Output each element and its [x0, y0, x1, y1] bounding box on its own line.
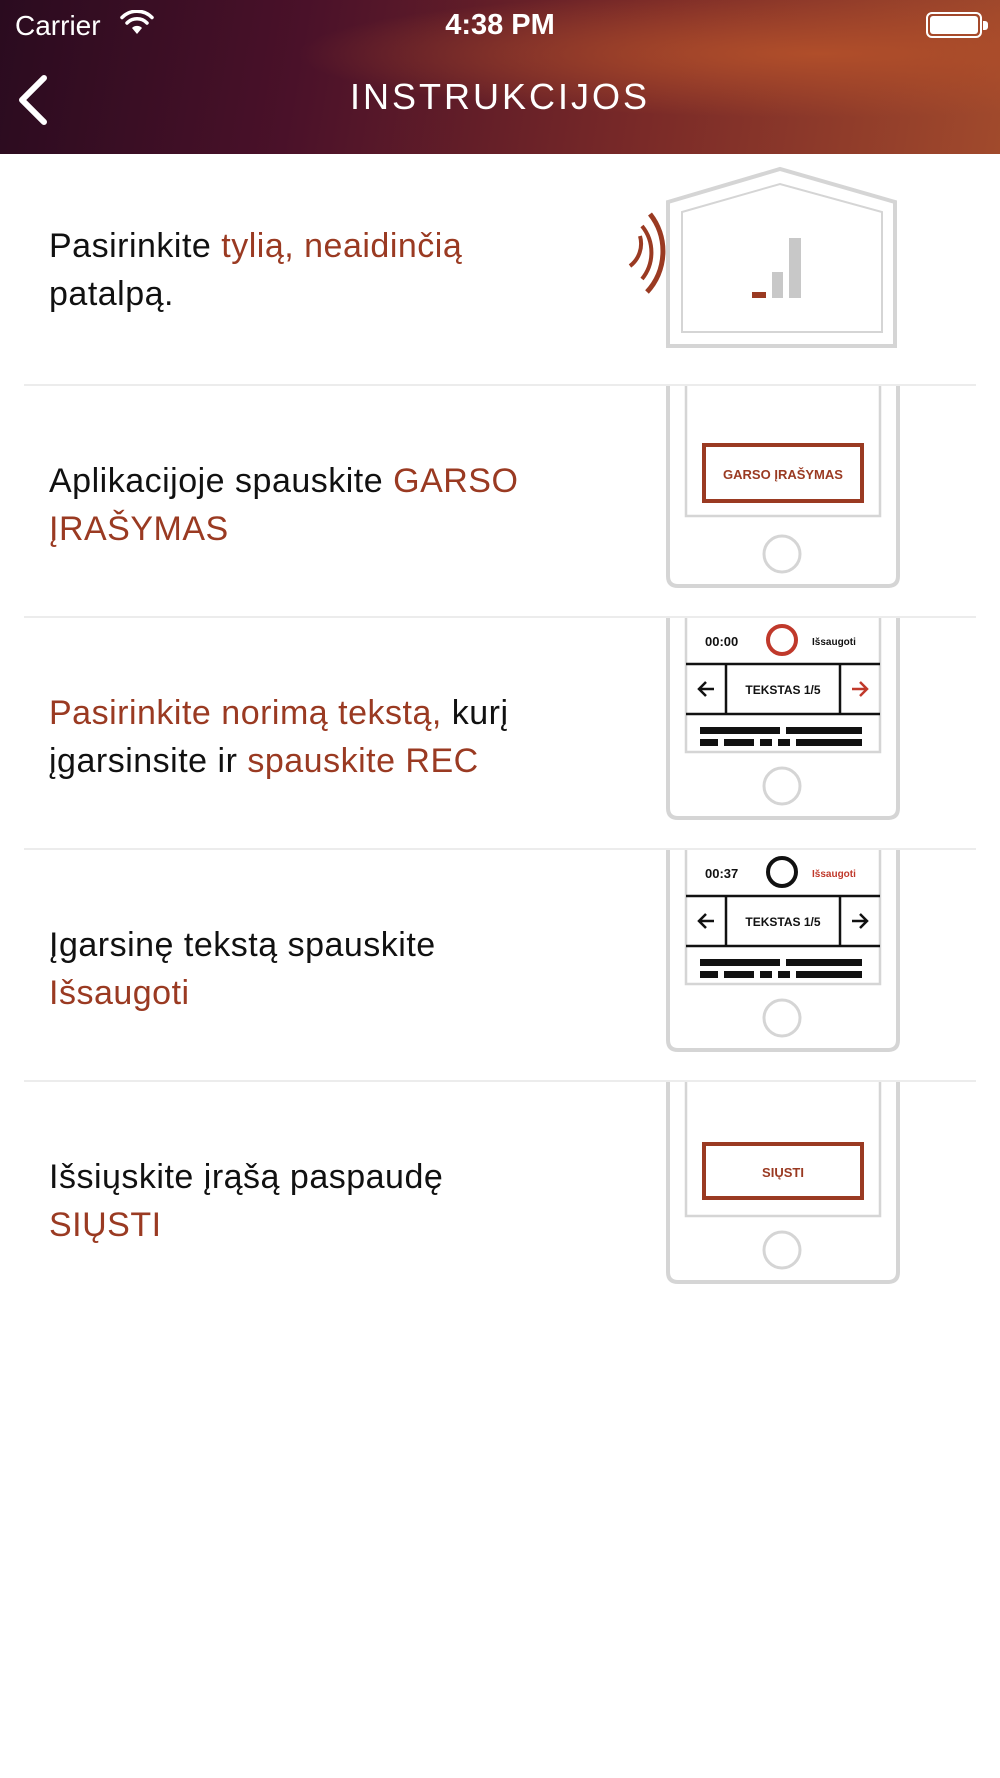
- carrier-label: Carrier: [15, 10, 101, 41]
- record-button-label: GARSO ĮRAŠYMAS: [723, 467, 843, 482]
- instruction-text: [49, 457, 609, 553]
- instruction-text: [49, 689, 609, 785]
- instruction-text-part: Išsiųskite įrąšą paspaudę: [49, 1158, 444, 1196]
- instruction-row: [0, 386, 1000, 618]
- save-label: Išsaugoti: [812, 869, 856, 880]
- instruction-highlight: GARSO: [393, 462, 519, 500]
- instruction-highlight: Pasirinkite norimą tekstą,: [49, 694, 442, 732]
- status-time: 4:38 PM: [445, 9, 555, 41]
- instruction-row: [0, 154, 1000, 386]
- text-index-label: TEKSTAS 1/5: [745, 683, 821, 697]
- timer-label: 00:37: [705, 866, 739, 881]
- phone-send-icon: [620, 1082, 920, 1314]
- instruction-text-part: kurį: [441, 694, 509, 732]
- instruction-row: [0, 618, 1000, 850]
- instruction-text: [49, 921, 609, 1017]
- save-label: Išsaugoti: [812, 637, 856, 648]
- navigation-header: [0, 0, 1000, 154]
- instruction-list: [0, 154, 1000, 1314]
- instruction-highlight: SIŲSTI: [49, 1206, 162, 1244]
- instruction-row: [0, 850, 1000, 1082]
- phone-save-icon: [620, 850, 920, 1082]
- instruction-highlight: spauskite REC: [247, 742, 479, 780]
- phone-record-button-icon: [620, 386, 920, 618]
- phone-text-select-icon: [620, 618, 920, 850]
- instruction-text: [49, 222, 609, 318]
- instruction-highlight: ĮRAŠYMAS: [49, 510, 229, 548]
- page-title: INSTRUKCIJOS: [349, 76, 651, 117]
- instruction-text-part: įgarsinsite ir: [49, 742, 248, 780]
- instruction-row: [0, 1082, 1000, 1314]
- instruction-highlight: tylią, neaidinčią: [221, 227, 463, 265]
- instruction-text: [49, 1153, 609, 1249]
- instruction-text-part: Aplikacijoje spauskite: [49, 462, 394, 500]
- instruction-text-part: patalpą.: [49, 275, 174, 313]
- status-bar: [0, 0, 1000, 50]
- timer-label: 00:00: [705, 634, 739, 649]
- instruction-text-part: Pasirinkite: [49, 227, 222, 265]
- instruction-text-part: Įgarsinę tekstą spauskite: [49, 926, 436, 964]
- quiet-room-icon: [620, 154, 920, 386]
- text-index-label: TEKSTAS 1/5: [745, 915, 821, 929]
- send-button-label: SIŲSTI: [762, 1165, 804, 1180]
- instruction-highlight: Išsaugoti: [49, 974, 190, 1012]
- battery-icon: [926, 12, 982, 38]
